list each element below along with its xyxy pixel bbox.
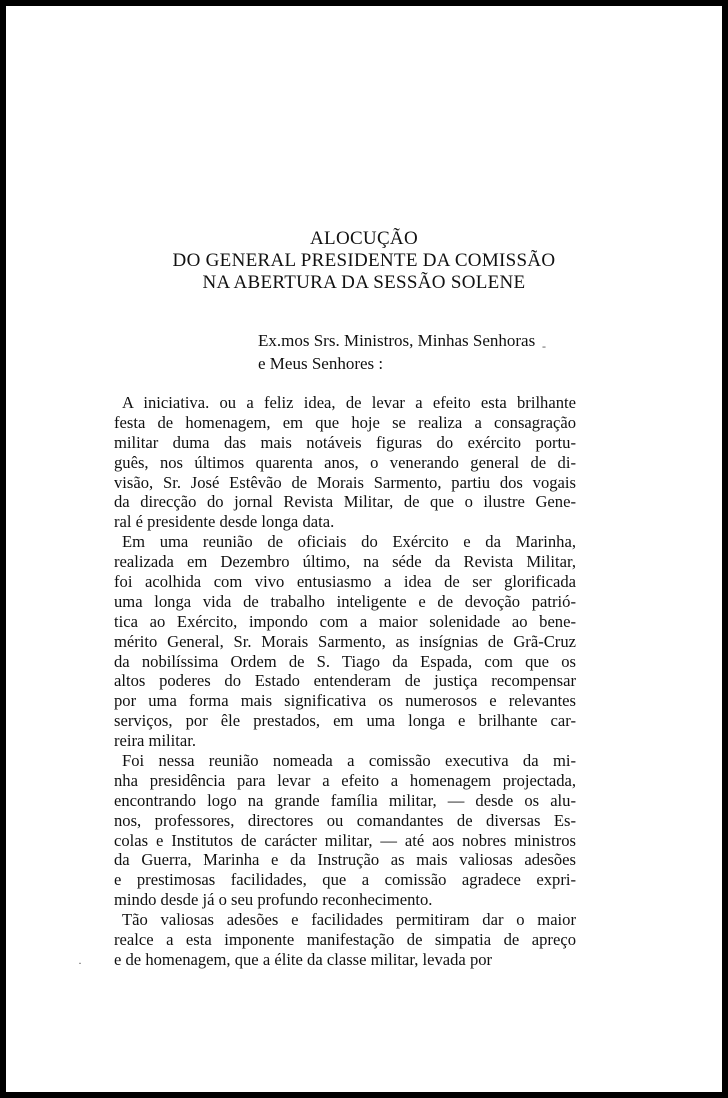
paragraph [114, 393, 576, 532]
text-line: tica ao Exército, impondo com a maior solenidade ao bene- [114, 611, 576, 631]
text-line: e de homenagem, que a élite da classe militar, levada por [114, 949, 493, 969]
text-line: encontrando logo na grande família militar, — desde os alu- [114, 790, 576, 810]
text-line: serviços, por êle prestados, em uma longa e brilhante car- [114, 711, 576, 731]
text-line: festa de homenagem, em que hoje se realiza a consagração [114, 412, 576, 432]
text-line: colas e Institutos de carácter militar, — até aos nobres ministros [114, 830, 576, 850]
text-line: Foi nessa reunião nomeada a comissão executiva da mi- [122, 751, 576, 771]
document-title [6, 228, 722, 294]
text-line: realizada em Dezembro último, na séde da Revista Militar, [114, 552, 576, 572]
paragraph [114, 910, 576, 970]
salutation-line-2: e Meus Senhores : [258, 354, 384, 373]
scan-speck: · [78, 956, 82, 970]
text-line: realce a esta imponente manifestação de simpatia de apreço [114, 930, 576, 950]
document-page [6, 6, 722, 1092]
text-line: da direcção do jornal Revista Militar, de que o ilustre Gene- [114, 492, 576, 512]
text-line: da Guerra, Marinha e da Instrução as mais valiosas adesões [114, 850, 576, 870]
text-line: e prestimosas facilidades, que a comissão agradece expri- [114, 870, 576, 890]
text-line: A iniciativa. ou a feliz idea, de levar a efeito esta brilhante [122, 393, 576, 412]
text-line: visão, Sr. José Estêvão de Morais Sarmento, partiu dos vogais [114, 472, 576, 492]
text-line: mérito General, Sr. Morais Sarmento, as insígnias de Grã-Cruz [114, 631, 576, 651]
text-line: uma longa vida de trabalho inteligente e de devoção patrió- [114, 591, 576, 611]
body-text [114, 393, 576, 970]
text-line: reira militar. [114, 731, 197, 751]
text-line: militar duma das mais notáveis figuras do exército portu- [114, 432, 576, 452]
paragraph [114, 751, 576, 910]
text-line: nha presidência para levar a efeito a homenagem projectada, [114, 770, 576, 790]
scan-speck: - [542, 339, 546, 353]
text-line: nos, professores, directores ou comandantes de diversas Es- [114, 810, 576, 830]
title-line-2: DO GENERAL PRESIDENTE DA COMISSÃO [172, 250, 556, 271]
text-line: Em uma reunião de oficiais do Exército e da Marinha, [122, 532, 576, 552]
text-line: guês, nos últimos quarenta anos, o venerando general de di- [114, 452, 576, 472]
text-line: Tão valiosas adesões e facilidades permitiram dar o maior [122, 910, 576, 930]
text-line: altos poderes do Estado entenderam de justiça recompensar [114, 671, 576, 691]
text-line: por uma forma mais significativa os numerosos e relevantes [114, 691, 576, 711]
title-line-3: NA ABERTURA DA SESSÃO SOLENE [202, 272, 526, 293]
text-line: foi acolhida com vivo entusiasmo a idea de ser glorificada [114, 572, 576, 592]
title-line-1: ALOCUÇÃO [310, 228, 418, 249]
text-line: ral é presidente desde longa data. [114, 512, 335, 532]
salutation-line-1: Ex.mos Srs. Ministros, Minhas Senhoras [258, 331, 536, 350]
salutation [258, 329, 535, 375]
text-line: da nobilíssima Ordem de S. Tiago da Espada, com que os [114, 651, 576, 671]
paragraph [114, 532, 576, 751]
text-line: mindo desde já o seu profundo reconhecimento. [114, 890, 433, 910]
